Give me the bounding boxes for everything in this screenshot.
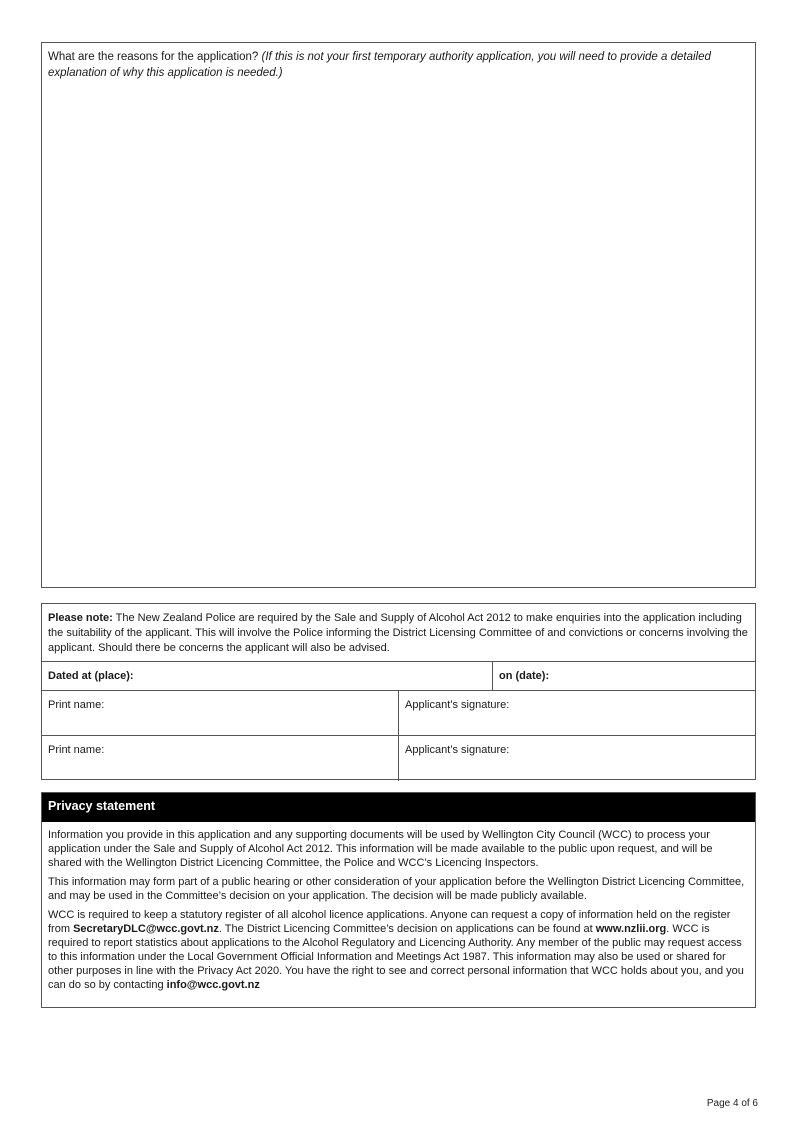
please-note-text: The New Zealand Police are required by the Sale and Supply of Alcohol Act 2012 to make enquiries into the application including the suitability of the applicant. This will involve the Police informing the District Licensing Committee of and convictions or concerns involving the applicant. Should there be concerns the applicant will also be advised. <box>48 612 748 654</box>
print-name-field[interactable] <box>42 691 399 735</box>
signature-row <box>42 736 755 781</box>
privacy-paragraph <box>48 908 749 992</box>
reasons-textarea[interactable] <box>41 42 756 588</box>
privacy-paragraph: Information you provide in this application and any supporting documents will be used by Wellington City Council (WCC) to process your application under the Sale and Supply of Alcohol Act 2012. This information will be made available to the public upon request, and will be shared with the Wellington District Licencing Committee, the Police and WCC’s Licencing Inspectors. <box>48 829 713 869</box>
print-name-label: Print name: <box>48 744 105 756</box>
dated-at-field[interactable] <box>42 662 493 690</box>
privacy-text: . WCC is required to report statistics about applications to the Alcohol Regulatory and Licencing Authority. Any member of the public may request access to this information under the Local Government Official Information and Meetings Act 1987. This information may also be used or shared for other purposes in line with the Privacy Act 2020. You have the right to see and correct personal information that WCC holds about you, and you can do so by contacting <box>48 923 744 991</box>
print-name-field[interactable] <box>42 736 399 781</box>
dated-row <box>42 662 755 691</box>
please-note-label: Please note: <box>48 612 113 624</box>
secretary-email-link[interactable]: SecretaryDLC@wcc.govt.nz <box>73 923 219 935</box>
signature-label: Applicant’s signature: <box>405 699 510 711</box>
privacy-text: WCC is required to keep a statutory register of all alcohol licence applications. Anyone can request a copy of information held on the register from <box>48 909 731 935</box>
reasons-question: What are the reasons for the application? <box>48 51 259 63</box>
privacy-heading: Privacy statement <box>42 793 755 822</box>
info-email-link[interactable]: info@wcc.govt.nz <box>166 979 260 991</box>
dated-at-label: Dated at (place): <box>48 670 134 682</box>
privacy-paragraph: This information may form part of a public hearing or other consideration of your application before the Wellington District Licencing Committee, and may be used in the Committee’s decision on your application. The decision will be made publicly available. <box>48 876 745 902</box>
print-name-label: Print name: <box>48 699 105 711</box>
privacy-text: . The District Licencing Committee’s decision on applications can be found at <box>218 923 596 935</box>
page-number: Page 4 of 6 <box>706 1098 758 1109</box>
on-date-label: on (date): <box>499 670 550 682</box>
declaration-table <box>41 603 756 780</box>
on-date-field[interactable] <box>493 662 755 690</box>
signature-field[interactable] <box>399 736 755 781</box>
privacy-body <box>42 822 755 992</box>
signature-field[interactable] <box>399 691 755 735</box>
police-note <box>42 604 755 662</box>
nzlii-link[interactable]: www.nzlii.org <box>595 923 667 935</box>
signature-row <box>42 691 755 736</box>
signature-label: Applicant’s signature: <box>405 744 510 756</box>
privacy-statement <box>41 792 756 1008</box>
reasons-note: (If this is not your first temporary authority application, you will need to provide a detailed explanation of why this application is needed.) <box>48 51 711 79</box>
